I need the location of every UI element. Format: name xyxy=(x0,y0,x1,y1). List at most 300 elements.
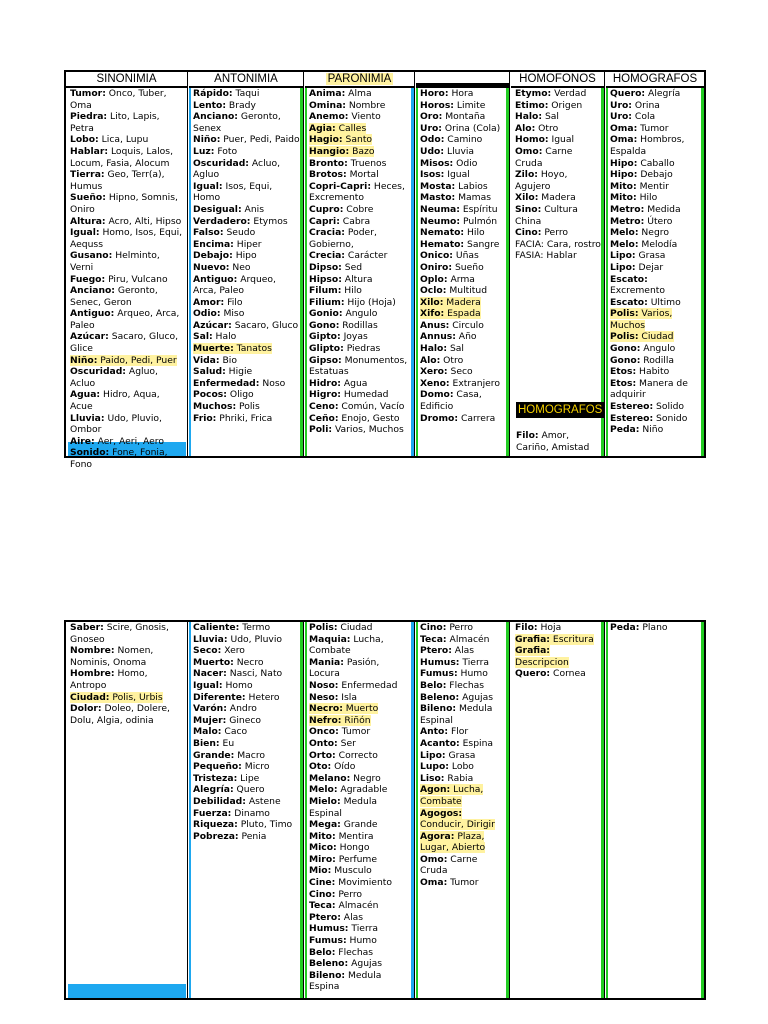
header-antonimia: ANTONIMIA xyxy=(189,72,303,88)
list-item xyxy=(70,436,185,448)
column2-2 xyxy=(189,622,304,998)
list-item xyxy=(70,366,185,389)
list-item xyxy=(610,204,702,216)
list-item xyxy=(420,123,507,135)
entry-definition: Carne Cruda xyxy=(420,853,478,877)
entry-term: Annus: xyxy=(420,331,456,343)
entry-definition: Xero xyxy=(221,645,245,657)
entry-definition: Tumor xyxy=(637,122,669,134)
entry-term: Nacer: xyxy=(193,668,227,680)
entry-definition: Humedad xyxy=(340,389,389,401)
entry-term: Falso: xyxy=(193,227,224,239)
entry-term: Desigual: xyxy=(193,203,242,215)
entry-term: Agogos: xyxy=(420,807,463,819)
entry-definition: Acluo, Agluo xyxy=(193,157,280,181)
entry-term: Anima: xyxy=(309,88,346,99)
entry-term: Acanto: xyxy=(420,737,460,749)
list-item xyxy=(193,796,301,808)
entry-term: Pobreza: xyxy=(193,830,239,842)
list-item xyxy=(610,424,702,436)
entry-term: Bronto: xyxy=(309,157,348,169)
list-item xyxy=(309,900,412,912)
entry-definition: Medula Espina xyxy=(309,969,382,993)
list-item xyxy=(70,692,185,704)
entry-term: Onco: xyxy=(309,726,339,738)
entry-definition: Caco xyxy=(221,726,248,738)
entry-term: Onto: xyxy=(309,737,338,749)
entry-definition: Alegría xyxy=(645,88,681,99)
list-item xyxy=(193,366,301,378)
list-item xyxy=(610,250,702,262)
entry-term: Oro: xyxy=(420,111,443,123)
list-item xyxy=(610,134,702,157)
entry-term: Neuma: xyxy=(420,203,460,215)
entry-term: Poli: xyxy=(309,424,333,436)
entry-definition: Sacaro, Gluco, Glice xyxy=(70,331,179,355)
entry-definition: Negro xyxy=(638,227,669,239)
entry-term: Oplo: xyxy=(420,273,448,285)
header-homofonos: HOMOFONOS xyxy=(511,72,604,88)
list-item xyxy=(193,239,301,251)
entries-paronimia-cont xyxy=(416,88,509,424)
list-item xyxy=(610,297,702,309)
list-item xyxy=(309,343,412,355)
entry-definition: Acro, Alti, Hipso xyxy=(105,215,182,227)
list-item xyxy=(610,366,702,378)
entry-definition: Sed xyxy=(341,261,363,273)
entry-definition: Piru, Vulcano xyxy=(105,273,168,285)
entry-term: Peda: xyxy=(610,622,640,633)
entry-term: Crecia: xyxy=(309,250,345,262)
list-item xyxy=(420,297,507,309)
entry-definition: Cornea xyxy=(550,668,586,680)
entry-term: Filum: xyxy=(309,285,342,297)
entry-definition: Correcto xyxy=(335,749,378,761)
entry-term: Lipo: xyxy=(610,261,636,273)
entry-definition: Higie xyxy=(225,366,253,378)
list-item xyxy=(70,192,185,215)
entry-term: Onico: xyxy=(420,250,453,262)
entry-term: Teca: xyxy=(420,633,447,645)
entry-definition: Heces, Excremento xyxy=(309,180,405,204)
entry-definition: Carrera xyxy=(458,412,496,424)
entry-term: Grande: xyxy=(193,749,235,761)
entry-term: Noso: xyxy=(309,679,339,691)
entry-term: Enfermedad: xyxy=(193,377,260,389)
entry-definition: Noso xyxy=(259,377,286,389)
entry-definition: Tierra xyxy=(348,923,378,935)
entry-definition: Medula Espinal xyxy=(309,795,378,819)
entry-definition: Espina xyxy=(459,737,494,749)
list-item xyxy=(193,750,301,762)
list-item xyxy=(610,192,702,204)
entry-term: Glipto: xyxy=(309,343,344,355)
list-item xyxy=(193,773,301,785)
entry-definition: Lluvia xyxy=(444,145,475,157)
entry-definition: Sal xyxy=(542,111,559,123)
entry-term: Niño: xyxy=(70,354,98,366)
entries2-1 xyxy=(66,622,187,726)
entry-term: Uro: xyxy=(420,122,442,134)
entry-definition: Carne Cruda xyxy=(515,145,573,169)
entry-definition: Ciudad xyxy=(337,622,373,633)
entry-definition: Flechas xyxy=(335,946,374,958)
list-item xyxy=(420,413,507,425)
list-item xyxy=(309,389,412,401)
entry-definition: Termo xyxy=(239,622,271,633)
entries-homofonos xyxy=(511,88,604,262)
entry-term: Cino: xyxy=(420,622,447,633)
entry-term: Ciudad: xyxy=(70,691,110,703)
entry-term: Sino: xyxy=(515,203,542,215)
entry-term: Xero: xyxy=(420,366,448,378)
entries2-4 xyxy=(416,622,509,889)
entry-definition: Perro xyxy=(541,227,569,239)
entry-definition: Hiper xyxy=(233,238,262,250)
entry-definition: Joyas xyxy=(340,331,368,343)
list-item xyxy=(515,192,602,204)
list-item xyxy=(193,134,301,146)
entry-term: Horo: xyxy=(420,88,449,99)
list-item xyxy=(420,158,507,170)
list-item xyxy=(515,645,602,668)
list-item xyxy=(193,622,301,634)
list-item xyxy=(420,738,507,750)
list-item xyxy=(610,343,702,355)
entry-definition: Orina (Cola) xyxy=(441,122,501,134)
entry-definition: Camino xyxy=(444,134,483,146)
entries2-2 xyxy=(189,622,303,842)
entry-definition: Nomen, Nominis, Onoma xyxy=(70,645,154,668)
list-item xyxy=(515,123,602,135)
entry-definition: Rodillas xyxy=(339,319,378,331)
list-item xyxy=(309,274,412,286)
entry-definition: Lica, Lupu xyxy=(98,134,149,146)
entry-term: Xilo: xyxy=(515,192,539,204)
blue-marker xyxy=(68,984,186,998)
entry-term: Cine: xyxy=(309,877,336,889)
list-item xyxy=(610,123,702,135)
entry-term: Quero: xyxy=(610,88,646,99)
entry-definition: Alas xyxy=(451,645,475,657)
list-item xyxy=(309,796,412,819)
entry-term: Melo: xyxy=(309,784,338,796)
list-item xyxy=(610,308,702,331)
list-item xyxy=(610,111,702,123)
entry-term: Gono: xyxy=(610,343,641,355)
entry-term: Gipto: xyxy=(309,331,341,343)
entry-definition: Seco xyxy=(447,366,473,378)
entry-definition: Udo, Pluvio xyxy=(227,633,283,645)
entry-term: Alo: xyxy=(515,122,536,134)
entry-term: Uro: xyxy=(610,99,632,111)
list-item xyxy=(610,88,702,100)
entry-definition: Verdad xyxy=(551,88,587,99)
entry-definition: Geo, Terr(a), Humus xyxy=(70,169,165,192)
entry-term: Bien: xyxy=(193,737,220,749)
entry-definition: Cola xyxy=(631,111,656,123)
entry-definition: Angulo xyxy=(640,343,676,355)
list-item xyxy=(610,216,702,228)
entry-term: Maquia: xyxy=(309,633,351,645)
entry-term: Polis: xyxy=(610,331,639,343)
list-item xyxy=(420,692,507,704)
list-item xyxy=(610,158,702,170)
entry-term: Agua: xyxy=(70,389,101,401)
list-item xyxy=(420,262,507,274)
entry-definition: Homo xyxy=(222,679,253,691)
entry-definition: Loquis, Lalos, Locum, Fasia, Alocum xyxy=(70,145,173,169)
list-item xyxy=(193,378,301,390)
list-item xyxy=(420,773,507,785)
list-item xyxy=(515,634,602,646)
entry-definition: Excremento xyxy=(610,285,666,297)
entry-term: Hombre: xyxy=(70,668,115,680)
entry-definition: Igual xyxy=(444,169,470,181)
list-item xyxy=(420,331,507,343)
entry-definition: Humo xyxy=(346,935,377,947)
list-item xyxy=(420,389,507,412)
entry-term: Belo: xyxy=(420,679,447,691)
entry-term: Neumo: xyxy=(420,215,461,227)
list-item xyxy=(309,181,412,204)
entry-definition: Varios, Muchos xyxy=(610,308,673,331)
list-item xyxy=(309,970,412,993)
entry-definition: Espada xyxy=(444,308,481,320)
entry-term: Tristeza: xyxy=(193,772,238,784)
entry-term: Lluvia: xyxy=(70,412,105,424)
list-item xyxy=(193,111,301,134)
list-item xyxy=(420,169,507,181)
entry-definition: Flor xyxy=(448,726,469,738)
entry-term: Quero: xyxy=(515,668,551,680)
entry-term: Estereo: xyxy=(610,412,654,424)
list-item xyxy=(309,123,412,135)
entry-term: Hagio: xyxy=(309,134,343,146)
list-item xyxy=(420,192,507,204)
entry-term: Fumus: xyxy=(309,935,347,947)
entry-definition: Pluto, Timo xyxy=(237,819,293,831)
column2-1 xyxy=(66,622,188,998)
entry-term: Copri-Capri: xyxy=(309,180,371,192)
header-blank xyxy=(416,72,509,88)
entry-term: Brotos: xyxy=(309,169,347,181)
entry-definition: Sacaro, Gluco xyxy=(231,319,299,331)
list-item xyxy=(70,308,185,331)
entry-definition: Año xyxy=(455,331,477,343)
list-item xyxy=(420,274,507,286)
entry-term: Fumus: xyxy=(420,668,458,680)
entry-term: Humus: xyxy=(420,656,460,668)
entry-term: Bileno: xyxy=(420,703,457,715)
list-item xyxy=(193,401,301,413)
entry-definition: Tumor xyxy=(338,726,371,738)
entry-definition: Madera xyxy=(538,192,576,204)
list-item xyxy=(309,169,412,181)
entry-definition: Odio xyxy=(453,157,478,169)
entry-definition: Agluo, Acluo xyxy=(70,366,158,389)
list-item xyxy=(420,100,507,112)
entry-definition: Grasa xyxy=(635,250,666,262)
entry-term: Alo: xyxy=(420,354,441,366)
list-item xyxy=(193,784,301,796)
entry-term: Caliente: xyxy=(193,622,240,633)
entry-term: Mania: xyxy=(309,656,344,668)
entry-definition: Uñas xyxy=(452,250,479,262)
list-item xyxy=(70,285,185,308)
list-item xyxy=(420,285,507,297)
entry-term: Etymo: xyxy=(515,88,552,99)
entry-definition: Hidro, Aqua, Acue xyxy=(70,389,160,413)
column-homofonos xyxy=(511,72,605,456)
entry-term: Oma: xyxy=(610,134,638,146)
entry-definition: Hilo xyxy=(464,227,485,239)
entry-definition: Arma xyxy=(447,273,475,285)
list-item xyxy=(309,413,412,425)
entry-term: Beleno: xyxy=(309,958,349,970)
entry-definition: Riñón xyxy=(341,714,371,726)
entry-term: Tumor: xyxy=(70,88,106,99)
entry-definition: Hijo (Hoja) xyxy=(344,296,396,308)
entry-term: Lipo: xyxy=(610,250,636,262)
list-item xyxy=(610,169,702,181)
entry-definition: Agua xyxy=(340,377,368,389)
entry-definition: Ultimo xyxy=(647,296,681,308)
list-item xyxy=(193,692,301,704)
entry-term: Anciano: xyxy=(193,111,238,123)
entry-term: Oma: xyxy=(420,877,448,889)
entry-definition: Isla xyxy=(338,691,357,703)
list-item xyxy=(515,169,602,192)
list-item xyxy=(420,343,507,355)
list-item xyxy=(193,88,301,100)
entry-term: Metro: xyxy=(610,203,645,215)
list-item xyxy=(193,761,301,773)
entry-term: Gusano: xyxy=(70,250,113,262)
list-item xyxy=(420,877,507,889)
entry-definition: Santo xyxy=(342,134,373,146)
entry-definition: Homo, Isos, Equi, Aequss xyxy=(70,227,183,250)
list-item xyxy=(420,784,507,807)
entry-definition: Cobre xyxy=(343,203,374,215)
list-item xyxy=(309,111,412,123)
entry-term: Polis: xyxy=(610,308,639,320)
list-item xyxy=(309,331,412,343)
entry-term: Escato: xyxy=(610,273,648,285)
entry-definition: Eu xyxy=(219,737,235,749)
list-item xyxy=(309,622,412,634)
entry-definition: Grasa xyxy=(445,749,476,761)
entry-term: Sal: xyxy=(193,331,213,343)
entry-term: Sueño: xyxy=(70,192,106,204)
entry-term: Beleno: xyxy=(420,691,460,703)
list-item xyxy=(193,146,301,158)
entry-term: Zilo: xyxy=(515,169,538,181)
list-item xyxy=(420,111,507,123)
list-item xyxy=(610,181,702,193)
list-item xyxy=(420,250,507,262)
list-item xyxy=(70,146,185,169)
list-item xyxy=(309,819,412,831)
list-item xyxy=(420,320,507,332)
list-item xyxy=(193,181,301,204)
entry-definition: Niño xyxy=(639,424,664,436)
list-item xyxy=(420,750,507,762)
list-item xyxy=(420,308,507,320)
entry-term: Melano: xyxy=(309,772,351,784)
list-item xyxy=(420,703,507,726)
entry-term: Hipo: xyxy=(610,169,638,181)
entry-definition: Medula Espinal xyxy=(420,703,493,726)
list-item xyxy=(70,355,185,367)
list-item xyxy=(515,250,602,262)
entry-definition: Útero xyxy=(644,215,673,227)
list-item xyxy=(193,738,301,750)
list-item xyxy=(420,216,507,228)
list-item xyxy=(70,250,185,273)
entry-definition: Paido, Pedi, Puer xyxy=(97,354,177,366)
entry-term: Igual: xyxy=(193,180,223,192)
list-item xyxy=(309,854,412,866)
list-item xyxy=(420,761,507,773)
entry-term: Niño: xyxy=(193,134,221,146)
entry-term: Oniro: xyxy=(420,261,453,273)
entry-term: Lluvia: xyxy=(193,633,228,645)
entry-definition: Perro xyxy=(446,622,474,633)
entry-definition: Agujas xyxy=(348,958,382,970)
list-item xyxy=(610,355,702,367)
entry-definition: Movimiento xyxy=(335,877,393,889)
entry-term: Luz: xyxy=(193,145,215,157)
list-item xyxy=(309,88,412,100)
list-item xyxy=(309,100,412,112)
column2-3 xyxy=(305,622,415,998)
entry-definition: Tanatos xyxy=(233,343,272,355)
list-item xyxy=(70,447,185,470)
entry-term: Halo: xyxy=(515,111,543,123)
list-item xyxy=(515,146,602,169)
list-item xyxy=(420,726,507,738)
entry-definition: Udo, Pluvio, Ombor xyxy=(70,412,162,436)
list-item xyxy=(420,146,507,158)
list-item xyxy=(193,355,301,367)
entry-term: Pocos: xyxy=(193,389,227,401)
entry-term: Bileno: xyxy=(309,969,346,981)
list-item xyxy=(309,692,412,704)
entry-definition: Arqueo, Arca, Paleo xyxy=(193,273,276,297)
list-item xyxy=(193,808,301,820)
entry-term: Higro: xyxy=(309,389,341,401)
entry-term: Melo: xyxy=(610,227,639,239)
entry-definition: Mentira xyxy=(335,830,374,842)
list-item xyxy=(610,378,702,401)
entry-term: Seco: xyxy=(193,645,222,657)
entry-definition: Pulmón xyxy=(460,215,498,227)
list-item xyxy=(309,889,412,901)
entry-definition: Nasci, Nato xyxy=(226,668,283,680)
list-item xyxy=(70,111,185,134)
entry-definition: Enojo, Gesto xyxy=(338,412,400,424)
entry-term: Isos: xyxy=(420,169,445,181)
entry-term: Igual: xyxy=(70,227,100,239)
entry-term: Omina: xyxy=(309,99,346,111)
list-item xyxy=(515,111,602,123)
entry-definition: Montaña xyxy=(442,111,486,123)
entry-definition: Debajo xyxy=(637,169,673,181)
entry-definition: Sangre xyxy=(464,238,500,250)
entry-definition: Conducir, Dirigir xyxy=(420,819,495,831)
entry-definition: Sueño xyxy=(452,261,484,273)
